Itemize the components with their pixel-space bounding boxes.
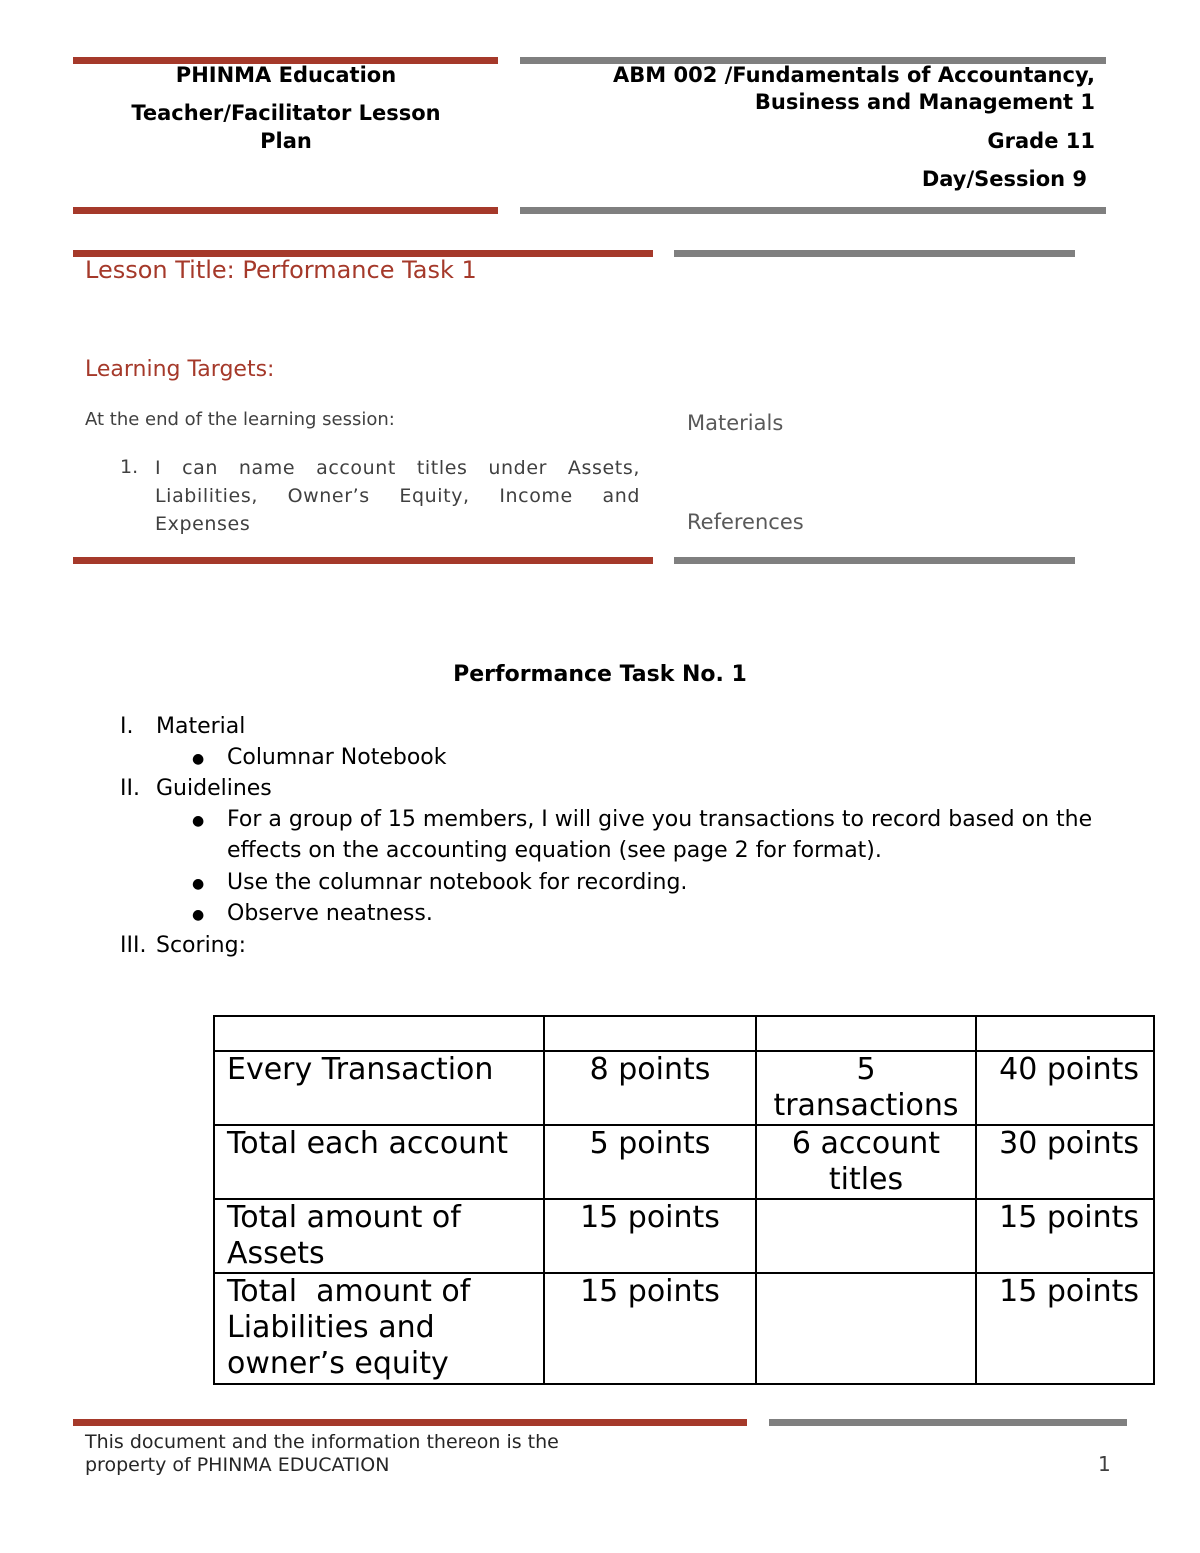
section-label-scoring: Scoring: [156, 933, 246, 958]
bullet-icon: ● [192, 876, 205, 892]
performance-task-title: Performance Task No. 1 [453, 662, 747, 687]
quantity-cell [756, 1199, 976, 1273]
footer-left-rule [73, 1419, 747, 1426]
grade-level: Grade 11 [987, 129, 1095, 153]
lesson-title: Lesson Title: Performance Task 1 [85, 256, 477, 284]
total-cell: 40 points [976, 1051, 1154, 1125]
bullet-icon: ● [192, 907, 205, 923]
targets-intro: At the end of the learning session: [85, 409, 395, 430]
org-name: PHINMA Education [175, 63, 397, 87]
bullet-text: Observe neatness. [227, 901, 433, 926]
footer-notice-line2: property of PHINMA EDUCATION [85, 1454, 390, 1476]
table-cell [544, 1016, 756, 1051]
total-cell: 15 points [976, 1273, 1154, 1384]
table-row [214, 1125, 1154, 1199]
section-number: III. [120, 933, 147, 958]
header-left-bottom-rule [73, 207, 498, 214]
table-cell [214, 1016, 544, 1051]
criterion-cell: Total each account [214, 1125, 544, 1199]
total-cell: 15 points [976, 1199, 1154, 1273]
day-session: Day/Session 9 [921, 167, 1087, 191]
table-cell [976, 1016, 1154, 1051]
plan-title-line2: Plan [260, 129, 312, 153]
table-row [214, 1199, 1154, 1273]
bullet-icon: ● [192, 751, 205, 767]
bullet-text: Use the columnar notebook for recording. [227, 870, 688, 895]
scoring-table [213, 1015, 1155, 1385]
points-cell: 15 points [544, 1273, 756, 1384]
section-number: II. [120, 776, 140, 801]
table-row [214, 1051, 1154, 1125]
table-cell [756, 1016, 976, 1051]
section-label-guidelines: Guidelines [156, 776, 272, 801]
criterion-cell: Total amount of Liabilities and owner’s equity [214, 1273, 544, 1384]
plan-title-line1: Teacher/Facilitator Lesson [131, 101, 441, 125]
bullet-icon: ● [192, 813, 205, 829]
section-label-material: Material [156, 714, 246, 739]
references-label: References [687, 510, 804, 534]
target-number: 1. [120, 456, 139, 478]
lesson-left-bottom-rule [73, 557, 653, 564]
criterion-cell: Every Transaction [214, 1051, 544, 1125]
target-text: I can name account titles under Assets, Liabilities, Owner’s Equity, Income and Expenses [155, 457, 640, 535]
lesson-right-top-rule [674, 250, 1075, 257]
learning-targets-heading: Learning Targets: [85, 357, 275, 382]
header-right-bottom-rule [520, 207, 1106, 214]
footer-right-rule [769, 1419, 1127, 1426]
page-number: 1 [1098, 1452, 1111, 1476]
section-number: I. [120, 714, 134, 739]
points-cell: 8 points [544, 1051, 756, 1125]
footer-notice-line1: This document and the information thereon is the [85, 1431, 559, 1453]
table-header-row [214, 1016, 1154, 1051]
points-cell: 15 points [544, 1199, 756, 1273]
quantity-cell [756, 1273, 976, 1384]
bullet-text: For a group of 15 members, I will give you transactions to record based on the effects on the accounting equation (see page 2 for format). [227, 807, 1093, 863]
total-cell: 30 points [976, 1125, 1154, 1199]
course-title-line2: Business and Management 1 [754, 90, 1095, 114]
quantity-cell: 6 account titles [756, 1125, 976, 1199]
materials-label: Materials [687, 411, 784, 435]
bullet-text: Columnar Notebook [227, 745, 447, 770]
lesson-right-bottom-rule [674, 557, 1075, 564]
table-row [214, 1273, 1154, 1384]
course-title-line1: ABM 002 /Fundamentals of Accountancy, [613, 63, 1095, 87]
criterion-cell: Total amount of Assets [214, 1199, 544, 1273]
points-cell: 5 points [544, 1125, 756, 1199]
quantity-cell: 5 transactions [756, 1051, 976, 1125]
